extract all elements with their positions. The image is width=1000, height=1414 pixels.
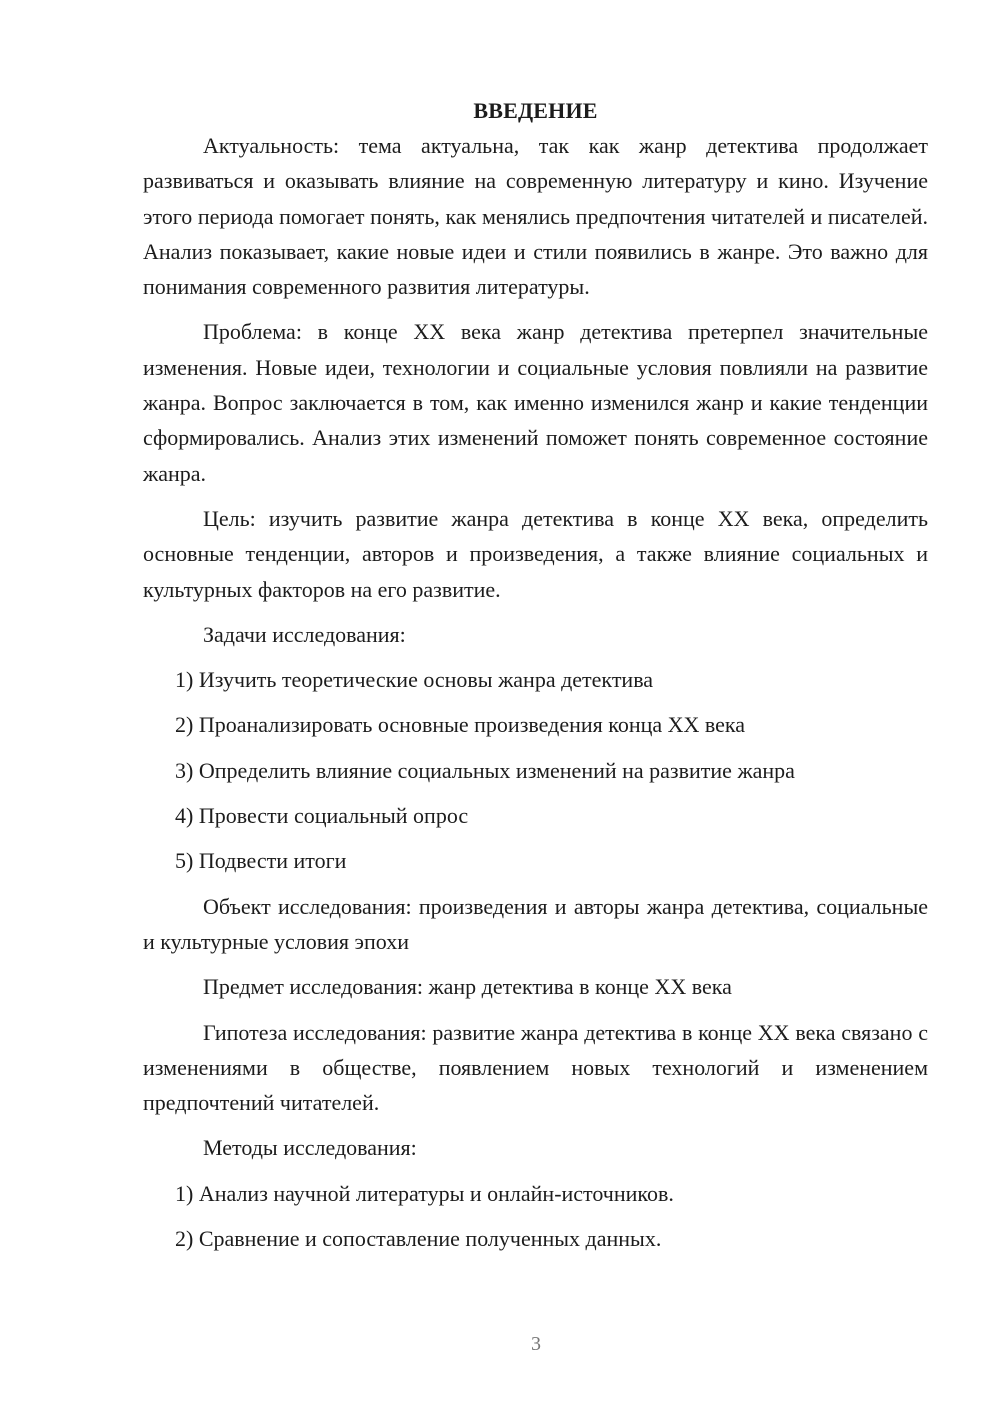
goal-paragraph: Цель: изучить развитие жанра детектива в конце XX века, определить основные тенденции, авторов и произведения, а также влияние социальных и культурных факторов на его развитие. [143,505,928,602]
method-item: 1) Анализ научной литературы и онлайн-источников. [175,1180,674,1206]
relevance-paragraph: Актуальность: тема актуальна, так как жанр детектива продолжает развиваться и оказывать влияние на современную литературу и кино. Изучение этого периода помогает понять, как менялись предпочтения читателей и писателей. Анализ показывает, какие новые идеи и стили появились в жанре. Это важно для понимания современного развития литературы. [143,133,928,300]
task-item: 3) Определить влияние социальных изменений на развитие жанра [175,757,795,783]
document-page [143,96,928,1266]
object-paragraph: Объект исследования: произведения и авторы жанра детектива, социальные и культурные условия эпохи [143,893,928,954]
page-number: 3 [531,1333,541,1355]
subject-paragraph: Предмет исследования: жанр детектива в конце XX века [203,974,732,1000]
section-title: ВВЕДЕНИЕ [473,98,598,123]
task-item: 4) Провести социальный опрос [175,803,469,829]
tasks-heading: Задачи исследования: [203,621,406,647]
method-item: 2) Сравнение и сопоставление полученных данных. [175,1226,662,1252]
methods-heading: Методы исследования: [203,1135,417,1161]
task-item: 5) Подвести итоги [175,848,347,874]
problem-paragraph: Проблема: в конце XX века жанр детектива претерпел значительные изменения. Новые идеи, технологии и социальные условия повлияли на развитие жанра. Вопрос заключается в том, как именно изменился жанр и какие тенденции сформировались. Анализ этих изменений поможет понять современное состояние жанра. [143,319,928,486]
hypothesis-paragraph: Гипотеза исследования: развитие жанра детектива в конце XX века связано с изменениями в обществе, появлением новых технологий и изменением предпочтений читателей. [143,1019,928,1116]
task-item: 2) Проанализировать основные произведения конца XX века [175,712,746,738]
methods-list [143,1176,928,1257]
tasks-list [143,662,928,878]
task-item: 1) Изучить теоретические основы жанра детектива [175,667,654,693]
